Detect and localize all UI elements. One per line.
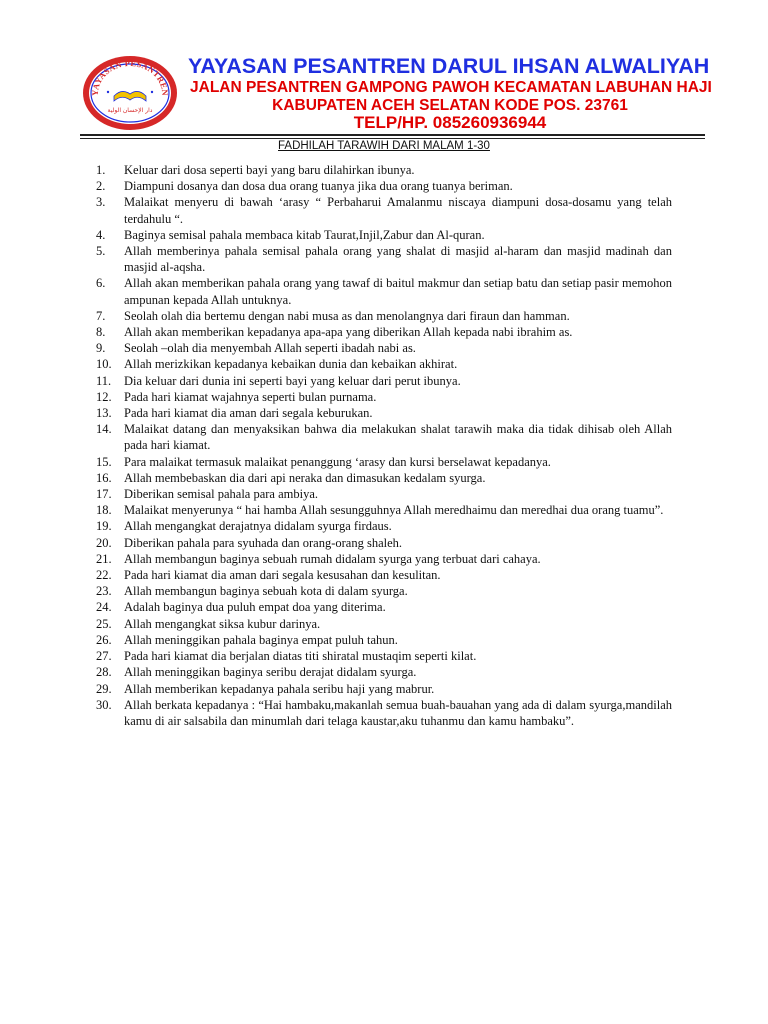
list-item bbox=[96, 697, 672, 729]
list-item bbox=[96, 162, 672, 178]
list-item-number: 7. bbox=[96, 308, 106, 323]
list-item-number: 28. bbox=[96, 665, 112, 680]
list-item bbox=[96, 535, 672, 551]
list-item-text: Allah membebaskan dia dari api neraka dan dimasukan kedalam syurga. bbox=[124, 470, 486, 485]
organization-name: YAYASAN PESANTREN DARUL IHSAN ALWALIYAH bbox=[188, 54, 710, 78]
virtues-list bbox=[96, 162, 672, 729]
svg-text:YAYASAN PESANTREN: YAYASAN PESANTREN bbox=[89, 57, 171, 97]
list-item-text: Malaikat menyeru di bawah ‘arasy “ Perbaharui Amalanmu niscaya diampuni dosa-dosamu yang telah terdahulu “. bbox=[124, 195, 672, 226]
list-item bbox=[96, 405, 672, 421]
list-item-text: Allah meninggikan pahala baginya empat puluh tahun. bbox=[124, 632, 398, 647]
list-item bbox=[96, 551, 672, 567]
list-item-text: Diberikan semisal pahala para ambiya. bbox=[124, 487, 319, 502]
list-item-text: Allah memberinya pahala semisal pahala orang yang shalat di masjid al-haram dan masjid madinah dan masjid al-aqsha. bbox=[124, 244, 672, 275]
list-item-number: 29. bbox=[96, 681, 112, 696]
list-item-number: 13. bbox=[96, 406, 112, 421]
list-item-text: Dia keluar dari dunia ini seperti bayi yang keluar dari perut ibunya. bbox=[124, 373, 461, 388]
list-item-number: 2. bbox=[96, 179, 106, 194]
list-item bbox=[96, 227, 672, 243]
list-item-text: Pada hari kiamat wajahnya seperti bulan purnama. bbox=[124, 389, 377, 404]
list-item-number: 15. bbox=[96, 454, 112, 469]
list-item bbox=[96, 470, 672, 486]
list-item bbox=[96, 648, 672, 664]
list-item-number: 12. bbox=[96, 389, 112, 404]
list-item bbox=[96, 373, 672, 389]
list-item bbox=[96, 324, 672, 340]
header-divider-thin bbox=[80, 138, 705, 139]
list-item-text: Baginya semisal pahala membaca kitab Taurat,Injil,Zabur dan Al-quran. bbox=[124, 227, 485, 242]
list-item bbox=[96, 518, 672, 534]
list-item bbox=[96, 599, 672, 615]
list-item-text: Seolah olah dia bertemu dengan nabi musa as dan menolangnya dari firaun dan hamman. bbox=[124, 308, 570, 323]
list-item-number: 24. bbox=[96, 600, 112, 615]
list-item bbox=[96, 616, 672, 632]
list-item-number: 5. bbox=[96, 244, 106, 259]
list-item-text: Malaikat datang dan menyaksikan bahwa dia melakukan shalat tarawih maka dia tidak dihisab oleh Allah pada hari kiamat. bbox=[124, 422, 672, 453]
list-item-text: Allah memberikan kepadanya pahala seribu haji yang mabrur. bbox=[124, 681, 435, 696]
list-item-text: Allah berkata kepadanya : “Hai hambaku,makanlah semua buah-bauahan yang ada di dalam syurga,mandilah kamu di air salsabila dan minumlah dari telaga kaustar,aku tuhanmu dan kamu hambaku”. bbox=[124, 697, 672, 728]
list-item bbox=[96, 308, 672, 324]
list-item-number: 14. bbox=[96, 422, 112, 437]
list-item bbox=[96, 567, 672, 583]
list-item-text: Para malaikat termasuk malaikat penanggung ‘arasy dan kursi berselawat kepadanya. bbox=[124, 454, 551, 469]
document-title-text: FADHILAH TARAWIH DARI MALAM 1-30 bbox=[278, 140, 490, 152]
list-item-text: Allah akan memberikan pahala orang yang tawaf di baitul makmur dan setiap batu dan setiap pasir memohon ampunan kepada Allah untuknya. bbox=[124, 276, 672, 307]
list-item-number: 26. bbox=[96, 632, 112, 647]
list-item-number: 20. bbox=[96, 535, 112, 550]
address-street: JALAN PESANTREN GAMPONG PAWOH KECAMATAN LABUHAN HAJI bbox=[190, 79, 712, 96]
list-item-number: 8. bbox=[96, 325, 106, 340]
list-item-number: 16. bbox=[96, 470, 112, 485]
list-item bbox=[96, 486, 672, 502]
list-item-text: Pada hari kiamat dia aman dari segala kesusahan dan kesulitan. bbox=[124, 568, 441, 583]
document-title bbox=[0, 140, 768, 152]
list-item-text: Adalah baginya dua puluh empat doa yang diterima. bbox=[124, 600, 386, 615]
list-item-number: 11. bbox=[96, 373, 112, 388]
list-item bbox=[96, 340, 672, 356]
foundation-logo bbox=[80, 52, 180, 132]
list-item-text: Diberikan pahala para syuhada dan orang-orang shaleh. bbox=[124, 535, 403, 550]
list-item-text: Allah merizkikan kepadanya kebaikan dunia dan kebaikan akhirat. bbox=[124, 357, 458, 372]
list-item bbox=[96, 194, 672, 226]
svg-text:دار الإحسان الولية: دار الإحسان الولية bbox=[107, 107, 153, 114]
list-item-text: Malaikat menyerunya “ hai hamba Allah sesungguhnya Allah meredhaimu dan meredhai dua orang tuamu”. bbox=[124, 503, 664, 518]
list-item-number: 6. bbox=[96, 276, 106, 291]
foundation-logo-emblem-icon bbox=[80, 52, 180, 132]
list-item bbox=[96, 681, 672, 697]
list-item bbox=[96, 421, 672, 453]
list-item-number: 1. bbox=[96, 163, 106, 177]
list-item bbox=[96, 275, 672, 307]
list-item-text: Diampuni dosanya dan dosa dua orang tuanya jika dua orang tuanya beriman. bbox=[124, 179, 513, 194]
list-item-text: Keluar dari dosa seperti bayi yang baru dilahirkan ibunya. bbox=[124, 163, 415, 177]
list-item-text: Allah akan memberikan kepadanya apa-apa yang diberikan Allah kepada nabi ibrahim as. bbox=[124, 325, 573, 340]
list-item-number: 21. bbox=[96, 551, 112, 566]
list-item bbox=[96, 502, 672, 518]
list-item bbox=[96, 389, 672, 405]
list-item-number: 22. bbox=[96, 568, 112, 583]
list-item-number: 25. bbox=[96, 616, 112, 631]
list-item-number: 3. bbox=[96, 195, 106, 210]
header-divider-thick bbox=[80, 134, 705, 136]
list-item-number: 18. bbox=[96, 503, 112, 518]
list-item-number: 27. bbox=[96, 649, 112, 664]
list-item-number: 4. bbox=[96, 227, 106, 242]
phone-number: TELP/HP. 085260936944 bbox=[353, 113, 547, 132]
list-item-number: 23. bbox=[96, 584, 112, 599]
list-item-text: Allah mengangkat siksa kubur darinya. bbox=[124, 616, 321, 631]
address-region: KABUPATEN ACEH SELATAN KODE POS. 23761 bbox=[272, 97, 628, 114]
list-item-number: 17. bbox=[96, 487, 112, 502]
list-item-number: 9. bbox=[96, 341, 106, 356]
list-item bbox=[96, 632, 672, 648]
list-item bbox=[96, 243, 672, 275]
list-item bbox=[96, 664, 672, 680]
list-item-number: 30. bbox=[96, 697, 112, 712]
list-item bbox=[96, 454, 672, 470]
list-item-text: Pada hari kiamat dia aman dari segala keburukan. bbox=[124, 406, 373, 421]
list-item-number: 19. bbox=[96, 519, 112, 534]
list-item-text: Allah membangun baginya sebuah kota di dalam syurga. bbox=[124, 584, 408, 599]
list-item-text: Seolah –olah dia menyembah Allah seperti ibadah nabi as. bbox=[124, 341, 416, 356]
list-item bbox=[96, 178, 672, 194]
list-item-number: 10. bbox=[96, 357, 112, 372]
list-item-text: Pada hari kiamat dia berjalan diatas titi shiratal mustaqim seperti kilat. bbox=[124, 649, 477, 664]
list-item bbox=[96, 356, 672, 372]
list-item-text: Allah mengangkat derajatnya didalam syurga firdaus. bbox=[124, 519, 392, 534]
list-item-text: Allah membangun baginya sebuah rumah didalam syurga yang terbuat dari cahaya. bbox=[124, 551, 541, 566]
list-item-text: Allah meninggikan baginya seribu derajat didalam syurga. bbox=[124, 665, 417, 680]
list-item bbox=[96, 583, 672, 599]
